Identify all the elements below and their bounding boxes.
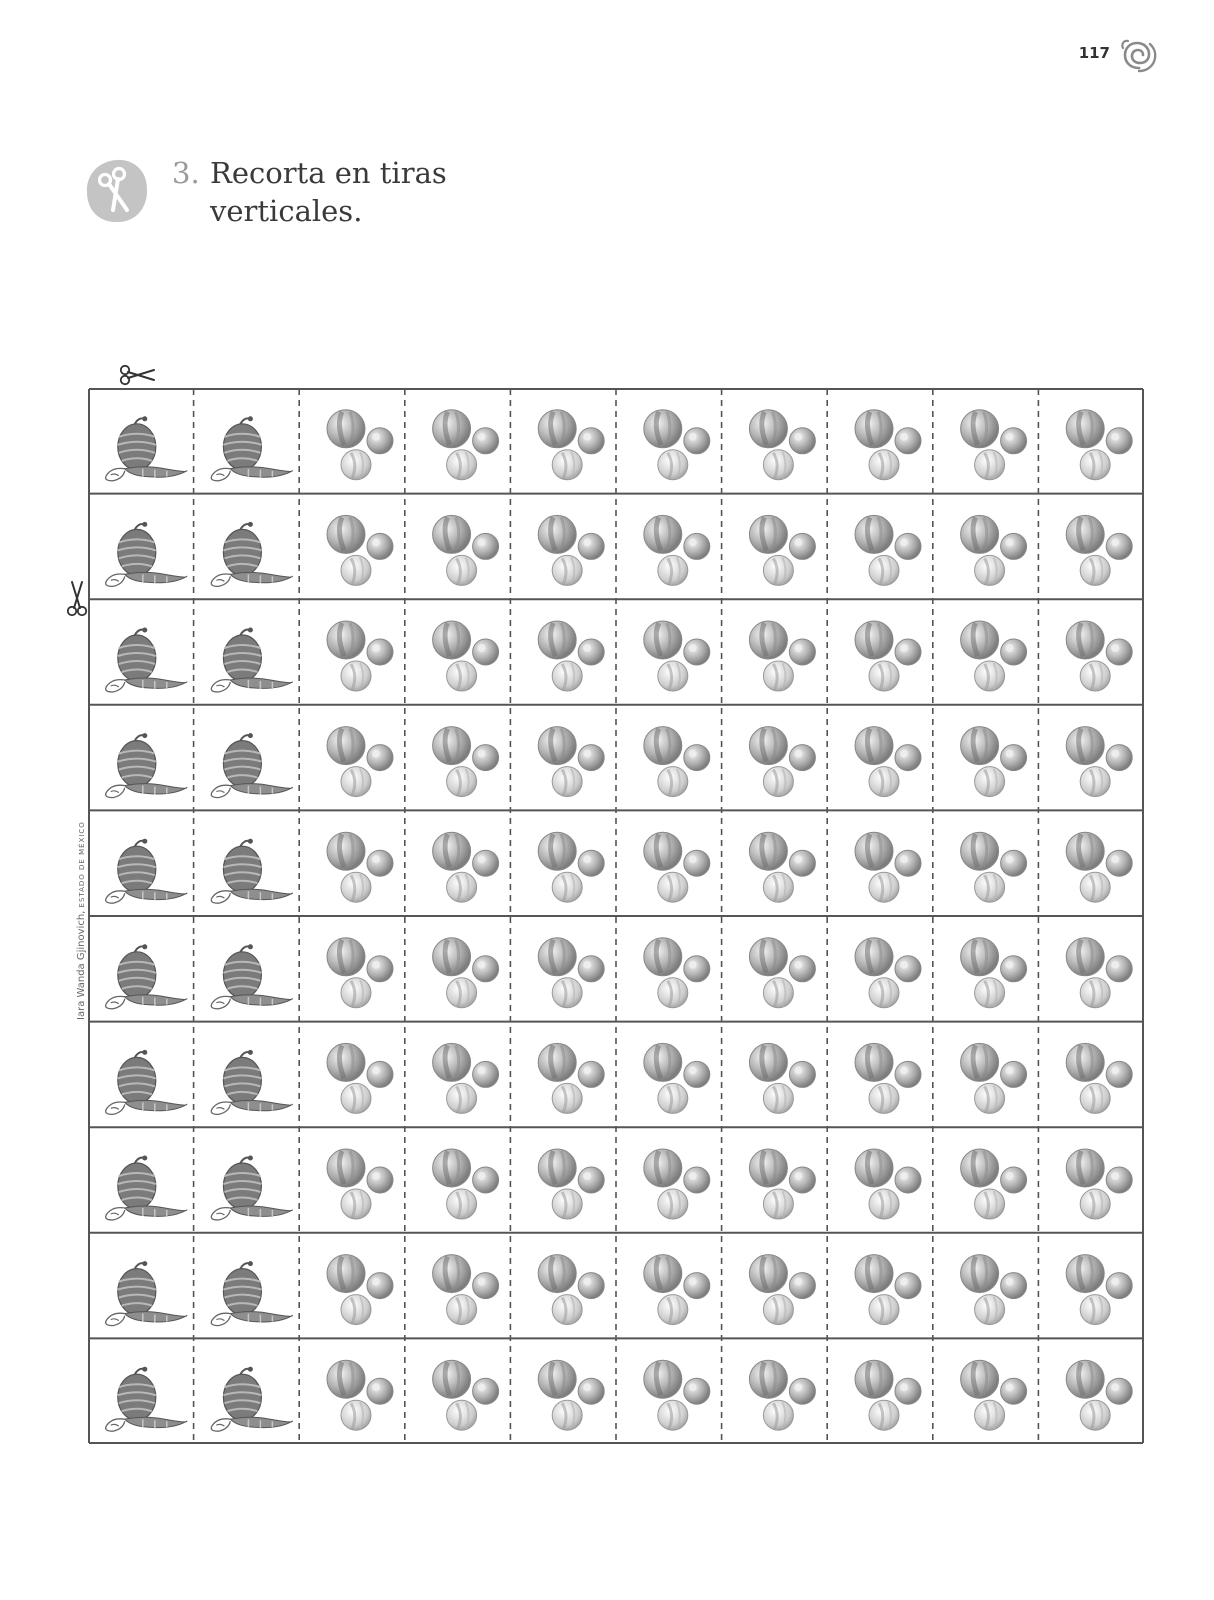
- marbles-icon: [749, 1149, 815, 1219]
- marbles-icon: [644, 515, 710, 585]
- marbles-icon: [1066, 1043, 1132, 1113]
- marbles-icon: [538, 1360, 604, 1430]
- grid-cell-marbles: [961, 1360, 1027, 1430]
- marbles-icon: [961, 832, 1027, 902]
- marbles-icon: [327, 410, 393, 480]
- marbles-icon: [1066, 1360, 1132, 1430]
- grid-cell-marbles: [961, 1255, 1027, 1325]
- grid-cell-marbles: [644, 1043, 710, 1113]
- marbles-icon: [749, 1043, 815, 1113]
- grid-cell-marbles: [749, 621, 815, 691]
- spiral-icon: [1120, 38, 1158, 74]
- marbles-icon: [327, 515, 393, 585]
- marbles-icon: [538, 621, 604, 691]
- grid-cell-marbles: [644, 1149, 710, 1219]
- grid-cell-marbles: [538, 515, 604, 585]
- grid-cell-spinning-top: [106, 944, 187, 1009]
- grid-cell-marbles: [855, 515, 921, 585]
- marbles-icon: [327, 727, 393, 797]
- marbles-icon: [961, 410, 1027, 480]
- instruction-line-1: Recorta en tiras: [210, 156, 447, 190]
- grid-cell-marbles: [644, 938, 710, 1008]
- marbles-icon: [433, 515, 499, 585]
- marbles-icon: [644, 1043, 710, 1113]
- grid-cell-marbles: [644, 1360, 710, 1430]
- marbles-icon: [538, 938, 604, 1008]
- grid-cell-marbles: [1066, 515, 1132, 585]
- scissors-icon: [85, 158, 149, 224]
- grid-cell-marbles: [961, 832, 1027, 902]
- grid-cell-marbles: [855, 1255, 921, 1325]
- grid-cell-marbles: [644, 1255, 710, 1325]
- marbles-icon: [855, 515, 921, 585]
- marbles-icon: [855, 832, 921, 902]
- grid-cell-marbles: [433, 515, 499, 585]
- grid-cell-marbles: [961, 621, 1027, 691]
- grid-cell-marbles: [749, 727, 815, 797]
- grid-cell-marbles: [855, 1360, 921, 1430]
- marbles-icon: [1066, 1255, 1132, 1325]
- grid-cell-marbles: [749, 1149, 815, 1219]
- marbles-icon: [327, 1360, 393, 1430]
- marbles-icon: [644, 727, 710, 797]
- grid-cell-marbles: [644, 727, 710, 797]
- marbles-icon: [855, 1360, 921, 1430]
- grid-cell-spinning-top: [106, 628, 187, 693]
- marbles-icon: [1066, 727, 1132, 797]
- marbles-icon: [433, 938, 499, 1008]
- marbles-icon: [1066, 938, 1132, 1008]
- grid-cell-spinning-top: [211, 416, 292, 481]
- illustration-credit: [76, 821, 87, 1020]
- grid-cell-spinning-top: [211, 839, 292, 904]
- marbles-icon: [327, 938, 393, 1008]
- grid-cell-marbles: [433, 1255, 499, 1325]
- spinning-top-icon: [211, 839, 292, 904]
- marbles-icon: [855, 938, 921, 1008]
- marbles-icon: [855, 1255, 921, 1325]
- marbles-icon: [644, 621, 710, 691]
- grid-cell-marbles: [327, 938, 393, 1008]
- marbles-icon: [327, 832, 393, 902]
- grid-cell-spinning-top: [211, 1156, 292, 1221]
- cells-layer: [106, 410, 1133, 1431]
- marbles-icon: [749, 938, 815, 1008]
- marbles-icon: [327, 1149, 393, 1219]
- grid-cell-spinning-top: [211, 628, 292, 693]
- marbles-icon: [1066, 621, 1132, 691]
- marbles-icon: [644, 832, 710, 902]
- grid-cell-marbles: [1066, 1043, 1132, 1113]
- marbles-icon: [538, 515, 604, 585]
- grid-cell-marbles: [538, 938, 604, 1008]
- marbles-icon: [961, 621, 1027, 691]
- marbles-icon: [749, 1360, 815, 1430]
- marbles-icon: [433, 727, 499, 797]
- marbles-icon: [961, 727, 1027, 797]
- marbles-icon: [538, 1043, 604, 1113]
- grid-cell-marbles: [855, 1043, 921, 1113]
- grid-cell-spinning-top: [106, 522, 187, 587]
- marbles-icon: [644, 1255, 710, 1325]
- grid-cell-marbles: [749, 1255, 815, 1325]
- marbles-icon: [433, 1149, 499, 1219]
- marbles-icon: [855, 410, 921, 480]
- grid-cell-marbles: [855, 832, 921, 902]
- marbles-icon: [749, 1255, 815, 1325]
- marbles-icon: [749, 832, 815, 902]
- marbles-icon: [538, 832, 604, 902]
- grid-cell-marbles: [749, 410, 815, 480]
- spinning-top-icon: [211, 1261, 292, 1326]
- grid-cell-marbles: [1066, 1255, 1132, 1325]
- grid-cell-spinning-top: [211, 1050, 292, 1115]
- grid-cell-marbles: [749, 1043, 815, 1113]
- marbles-icon: [327, 1043, 393, 1113]
- marbles-icon: [749, 410, 815, 480]
- grid-cell-marbles: [538, 410, 604, 480]
- credit-author: Iara Wanda Gjinovich,: [76, 910, 87, 1020]
- grid-cell-marbles: [644, 621, 710, 691]
- spinning-top-icon: [211, 1156, 292, 1221]
- grid-cell-marbles: [538, 1255, 604, 1325]
- marbles-icon: [961, 1360, 1027, 1430]
- grid-cell-marbles: [327, 1043, 393, 1113]
- credit-place: ESTADO DE MÉXICO: [78, 821, 86, 908]
- marbles-icon: [327, 621, 393, 691]
- spinning-top-icon: [106, 416, 187, 481]
- grid-cell-marbles: [855, 621, 921, 691]
- grid-cell-marbles: [538, 727, 604, 797]
- grid-cell-marbles: [855, 1149, 921, 1219]
- marbles-icon: [961, 515, 1027, 585]
- marbles-icon: [749, 727, 815, 797]
- grid-cell-spinning-top: [106, 733, 187, 798]
- grid-cell-spinning-top: [211, 1367, 292, 1432]
- marbles-icon: [644, 410, 710, 480]
- spinning-top-icon: [106, 944, 187, 1009]
- grid-cell-marbles: [327, 621, 393, 691]
- grid-cell-marbles: [327, 1255, 393, 1325]
- spinning-top-icon: [211, 522, 292, 587]
- marbles-icon: [855, 727, 921, 797]
- page-number: 117: [1078, 44, 1110, 62]
- instruction-line-2: verticales.: [210, 194, 363, 228]
- marbles-icon: [433, 1360, 499, 1430]
- grid-cell-marbles: [749, 1360, 815, 1430]
- marbles-icon: [644, 1360, 710, 1430]
- marbles-icon: [433, 410, 499, 480]
- grid-cell-marbles: [327, 515, 393, 585]
- grid-cell-marbles: [1066, 1360, 1132, 1430]
- grid-cell-marbles: [538, 1043, 604, 1113]
- cutout-grid-svg: [88, 388, 1144, 1444]
- grid-cell-marbles: [433, 727, 499, 797]
- marbles-icon: [644, 938, 710, 1008]
- grid-cell-spinning-top: [106, 1367, 187, 1432]
- marbles-icon: [855, 1149, 921, 1219]
- marbles-icon: [644, 1149, 710, 1219]
- marbles-icon: [433, 621, 499, 691]
- marbles-icon: [1066, 832, 1132, 902]
- grid-cell-spinning-top: [106, 416, 187, 481]
- spinning-top-icon: [106, 1261, 187, 1326]
- marbles-icon: [538, 727, 604, 797]
- grid-cell-marbles: [433, 832, 499, 902]
- grid-cell-marbles: [961, 1149, 1027, 1219]
- grid-cell-marbles: [749, 515, 815, 585]
- marbles-icon: [961, 1149, 1027, 1219]
- grid-cell-marbles: [433, 1360, 499, 1430]
- grid-cell-marbles: [644, 410, 710, 480]
- grid-cell-marbles: [1066, 727, 1132, 797]
- grid-cell-marbles: [1066, 410, 1132, 480]
- grid-cell-spinning-top: [211, 944, 292, 1009]
- grid-cell-spinning-top: [211, 1261, 292, 1326]
- grid-cell-marbles: [1066, 1149, 1132, 1219]
- spinning-top-icon: [106, 1367, 187, 1432]
- marbles-icon: [749, 515, 815, 585]
- grid-cell-marbles: [749, 938, 815, 1008]
- grid-cell-marbles: [538, 1149, 604, 1219]
- spinning-top-icon: [106, 1156, 187, 1221]
- marbles-icon: [855, 621, 921, 691]
- grid-cell-marbles: [327, 832, 393, 902]
- spinning-top-icon: [106, 628, 187, 693]
- marbles-icon: [1066, 515, 1132, 585]
- grid-cell-marbles: [961, 938, 1027, 1008]
- marbles-icon: [961, 1043, 1027, 1113]
- grid-cell-marbles: [538, 621, 604, 691]
- grid-cell-marbles: [433, 1043, 499, 1113]
- grid-cell-marbles: [1066, 621, 1132, 691]
- marbles-icon: [433, 832, 499, 902]
- grid-cell-spinning-top: [106, 839, 187, 904]
- grid-cell-marbles: [749, 832, 815, 902]
- grid-cell-marbles: [327, 1149, 393, 1219]
- marbles-icon: [327, 1255, 393, 1325]
- grid-cell-marbles: [327, 727, 393, 797]
- grid-cell-marbles: [327, 1360, 393, 1430]
- grid-cell-spinning-top: [106, 1050, 187, 1115]
- grid-cell-marbles: [961, 727, 1027, 797]
- grid-cell-marbles: [961, 1043, 1027, 1113]
- grid-cell-marbles: [327, 410, 393, 480]
- grid-cell-marbles: [1066, 832, 1132, 902]
- marbles-icon: [433, 1255, 499, 1325]
- spinning-top-icon: [211, 944, 292, 1009]
- grid-cell-marbles: [433, 938, 499, 1008]
- grid-cell-marbles: [433, 1149, 499, 1219]
- marbles-icon: [855, 1043, 921, 1113]
- grid-cell-marbles: [1066, 938, 1132, 1008]
- grid-cell-spinning-top: [106, 1156, 187, 1221]
- grid-cell-marbles: [644, 515, 710, 585]
- grid-cell-spinning-top: [211, 733, 292, 798]
- activity-instruction: [172, 154, 447, 230]
- spinning-top-icon: [211, 733, 292, 798]
- grid-cell-spinning-top: [211, 522, 292, 587]
- grid-cell-marbles: [433, 410, 499, 480]
- marbles-icon: [749, 621, 815, 691]
- spinning-top-icon: [106, 522, 187, 587]
- marbles-icon: [1066, 1149, 1132, 1219]
- grid-cell-marbles: [855, 727, 921, 797]
- marbles-icon: [961, 938, 1027, 1008]
- marbles-icon: [433, 1043, 499, 1113]
- spinning-top-icon: [106, 1050, 187, 1115]
- grid-cell-marbles: [855, 410, 921, 480]
- marbles-icon: [1066, 410, 1132, 480]
- grid-cell-marbles: [961, 515, 1027, 585]
- spinning-top-icon: [211, 416, 292, 481]
- grid-cell-marbles: [538, 832, 604, 902]
- spinning-top-icon: [106, 839, 187, 904]
- spinning-top-icon: [211, 628, 292, 693]
- grid-cell-marbles: [855, 938, 921, 1008]
- grid-cell-marbles: [644, 832, 710, 902]
- marbles-icon: [538, 410, 604, 480]
- marbles-icon: [538, 1255, 604, 1325]
- grid-cell-spinning-top: [106, 1261, 187, 1326]
- grid-cell-marbles: [433, 621, 499, 691]
- spinning-top-icon: [211, 1050, 292, 1115]
- spinning-top-icon: [211, 1367, 292, 1432]
- marbles-icon: [961, 1255, 1027, 1325]
- activity-number: 3.: [172, 156, 200, 190]
- grid-cell-marbles: [538, 1360, 604, 1430]
- marbles-icon: [538, 1149, 604, 1219]
- grid-cell-marbles: [961, 410, 1027, 480]
- cutout-grid: [88, 388, 1144, 1444]
- spinning-top-icon: [106, 733, 187, 798]
- scissors-icon: [118, 360, 158, 390]
